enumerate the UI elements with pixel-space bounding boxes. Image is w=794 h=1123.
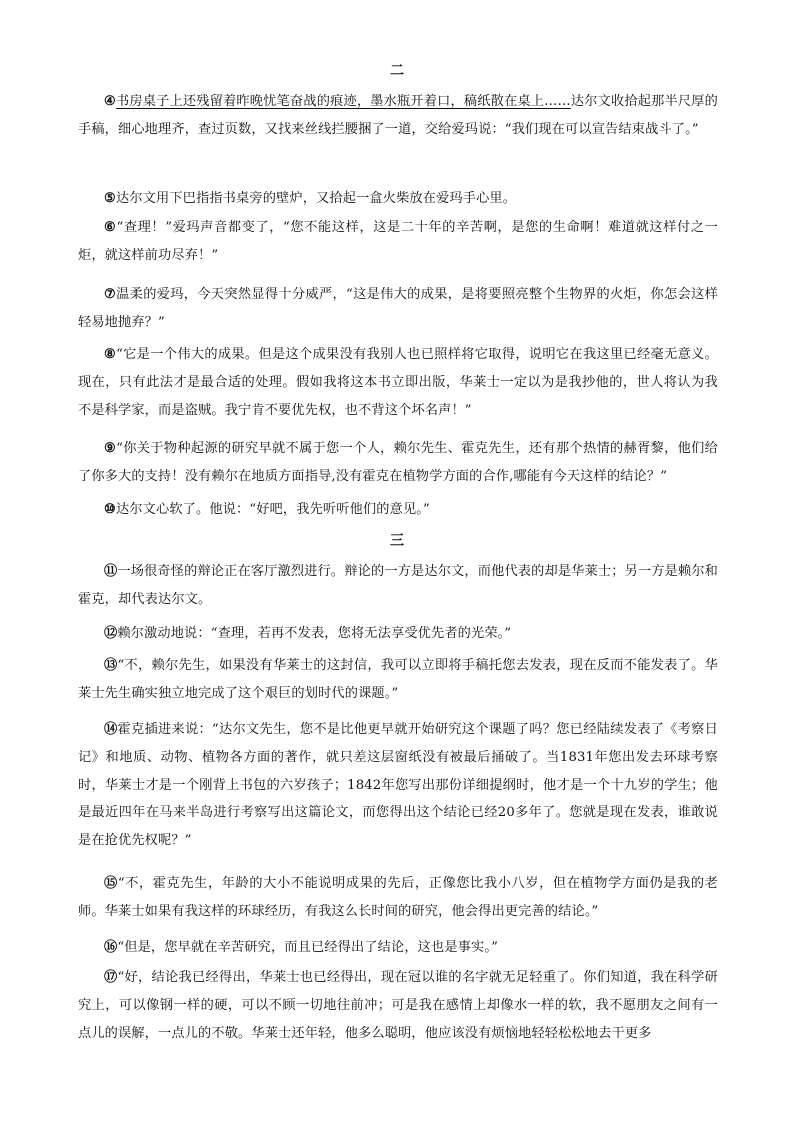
paragraph: ⑭霍克插进来说：“达尔文先生，您不是比他更早就开始研究这个课题了吗？您已经陆续发表了《考察日记》和地质、动物、植物各方面的著作，就只差这层窗纸没有被最后捅破了。当1831年您出发去环球考察时，华莱士才是一个刚背上书包的六岁孩子；1842年您写出那份详细提纲时，他才是一个十九岁的学生；他是最近四年在马来半岛进行考察写出这篇论文，而您得出这个结论已经20多年了。您就是现在发表，谁敢说是在抢优先权呢？” (78, 722, 718, 849)
paragraph: ⑥“查理！”爱玛声音都变了，“您不能这样，这是二十年的辛苦啊，是您的生命啊！难道就这样付之一炬，就这样前功尽弃！” (78, 220, 718, 263)
paragraph: ⑰“好，结论我已经得出，华莱士也已经得出，现在冠以谁的名字就无足轻重了。你们知道，我在科学研究上，可以像钢一样的硬，可以不顾一切地往前冲；可是我在感情上却像水一样的软，我不愿朋友之间有一点儿的误解，一点儿的不敬。华莱士还年轻，他多么聪明，他应该没有烦恼地轻轻松松地去干更多 (78, 970, 718, 1041)
paragraph: ⑩达尔文心软了。他说：“好吧，我先听听他们的意见。” (104, 502, 430, 517)
underlined-sentence: 书房桌子上还残留着昨晚忧笔奋战的痕迹，墨水瓶开着口，稿纸散在桌上…… (116, 94, 571, 109)
section-title: 三 (390, 533, 404, 549)
paragraph: ⑬“不，赖尔先生，如果没有华莱士的这封信，我可以立即将手稿托您去发表，现在反而不能发表了。华莱士先生确实独立地完成了这个艰巨的划时代的课题。” (78, 658, 718, 701)
paragraph: ⑪一场很奇怪的辩论正在客厅激烈进行。辩论的一方是达尔文，而他代表的却是华莱士；另一方是赖尔和霍克，却代表达尔文。 (78, 564, 719, 607)
paragraph: ⑫赖尔激动地说：“查理，若再不发表，您将无法享受优先者的光荣。” (104, 626, 512, 641)
paragraph: ⑦温柔的爱玛，今天突然显得十分威严，“这是伟大的成果，是将要照亮整个生物界的火炬，你怎会这样轻易地抛弃？” (78, 287, 718, 330)
paragraph: ⑤达尔文用下巴指指书桌旁的壁炉，又拾起一盒火柴放在爱玛手心里。 (104, 191, 517, 206)
paragraph: ⑨“你关于物种起源的研究早就不属于您一个人，赖尔先生、霍克先生，还有那个热情的赫胥黎，他们给了你多大的支持！没有赖尔在地质方面指导,没有霍克在植物学方面的合作,哪能有今天这样的结论？” (78, 441, 718, 484)
paragraph: ⑧“它是一个伟大的成果。但是这个成果没有我别人也已照样将它取得，说明它在我这里已经毫无意义。现在，只有此法才是最合适的处理。假如我将这本书立即出版，华莱士一定以为是我抄他的，世人将认为我不是科学家，而是盗贼。我宁肯不要优先权，也不背这个坏名声！” (78, 347, 718, 418)
paragraph: ⑮“不，霍克先生，年龄的大小不能说明成果的先后，正像您比我小八岁，但在植物学方面仍是我的老师。华莱士如果有我这样的环球经历，有我这么长时间的研究，他会得出更完善的结论。” (78, 876, 719, 919)
paragraph: ⑯“但是，您早就在辛苦研究，而且已经得出了结论，这也是事实。” (104, 940, 498, 955)
paragraph: ④书房桌子上还残留着昨晚忧笔奋战的痕迹，墨水瓶开着口，稿纸散在桌上……达尔文收拾起那半尺厚的手稿，细心地理齐，查过页数，又找来丝线拦腰捆了一道，交给爱玛说：“我们现在可以宣告结束战斗了。” (78, 94, 718, 137)
section-title: 二 (390, 63, 404, 79)
